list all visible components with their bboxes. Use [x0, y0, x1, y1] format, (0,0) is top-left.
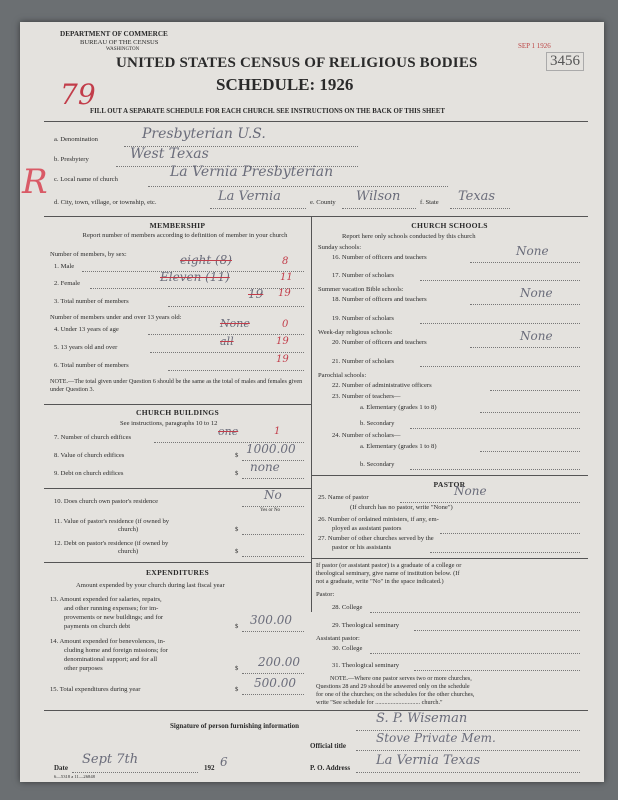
- q3-original-value: 19: [248, 287, 264, 301]
- q6-label: 6. Total number of members: [54, 362, 129, 369]
- q15-value[interactable]: 500.00: [254, 676, 296, 690]
- q26-label-cont: ployed as assistant pastors: [332, 525, 402, 532]
- assistant-pastor-label: Assistant pastor:: [316, 635, 360, 642]
- q16-value[interactable]: None: [516, 244, 549, 258]
- po-address-label: P. O. Address: [310, 764, 351, 772]
- weekday-schools-label: Week-day religious schools:: [318, 329, 393, 336]
- q3-label: 3. Total number of members: [54, 298, 129, 305]
- q15-label: 15. Total expenditures during year: [50, 686, 141, 693]
- q25-label: 25. Name of pastor: [318, 494, 369, 501]
- q18-value[interactable]: None: [520, 286, 553, 300]
- q23a-label: a. Elementary (grades 1 to 8): [360, 404, 437, 411]
- q11-label: 11. Value of pastor's residence (if owned by: [54, 518, 170, 525]
- q24b-label: b. Secondary: [360, 461, 395, 468]
- q9-value[interactable]: none: [250, 460, 280, 474]
- q27-label: 27. Number of other churches served by the: [318, 535, 434, 542]
- church-name-label: c. Local name of church: [54, 176, 118, 183]
- q21-label: 21. Number of scholars: [332, 358, 394, 365]
- pastor-section-title: PASTOR: [433, 480, 466, 489]
- q5-original-value: all: [220, 335, 234, 348]
- received-date-stamp: SEP 1 1926: [518, 42, 551, 50]
- q7-value[interactable]: 1: [274, 426, 281, 437]
- q1-label: 1. Male: [54, 263, 75, 270]
- official-title-label: Official title: [310, 742, 346, 750]
- q17-label: 17. Number of scholars: [332, 272, 394, 279]
- q24a-label: a. Elementary (grades 1 to 8): [360, 443, 437, 450]
- state-value[interactable]: Texas: [458, 189, 496, 204]
- date-value[interactable]: Sept 7th: [82, 752, 139, 767]
- official-title-value[interactable]: Stove Private Mem.: [376, 731, 496, 745]
- membership-intro: Report number of members according to definition of member in your church: [82, 232, 288, 239]
- side-r-mark: R: [22, 162, 48, 202]
- sunday-schools-label: Sunday schools:: [318, 244, 362, 251]
- year-value[interactable]: 6: [220, 755, 228, 769]
- county-label: e. County: [310, 199, 336, 206]
- schedule-title: SCHEDULE: 1926: [216, 75, 354, 94]
- q10-value[interactable]: No: [264, 488, 282, 502]
- q3-value[interactable]: 19: [278, 288, 291, 299]
- expenditures-intro: Amount expended by your church during last fiscal year: [76, 582, 225, 589]
- signature-value[interactable]: S. P. Wiseman: [376, 711, 468, 726]
- year-prefix: 192: [204, 764, 215, 772]
- q11-label-cont: church): [118, 526, 139, 533]
- form-title: UNITED STATES CENSUS OF RELIGIOUS BODIES: [116, 55, 478, 71]
- q9-label: 9. Debt on church edifices: [54, 470, 124, 477]
- q11-dollar-sign: $: [235, 526, 239, 533]
- q14-label-2: cluding home and foreign missions; for: [64, 647, 168, 654]
- q1-value[interactable]: 8: [282, 256, 289, 267]
- membership-section-title: MEMBERSHIP: [149, 221, 206, 230]
- q8-value[interactable]: 1000.00: [246, 442, 296, 456]
- q14-label-4: other purposes: [64, 665, 103, 672]
- graduate-instruction-1: If pastor (or assistant pastor) is a graduate of a college or: [316, 562, 462, 569]
- q13-label-2: and other running expenses; for im-: [64, 605, 159, 612]
- pastor-label: Pastor:: [316, 591, 335, 598]
- graduate-instruction-3: not a graduate, write "No" in the space indicated.): [316, 578, 444, 585]
- q2-original-value: Eleven (11): [160, 270, 230, 284]
- members-by-sex-label: Number of members, by sex:: [50, 251, 127, 258]
- q14-label-3: denominational support; and for all: [64, 656, 158, 663]
- presbytery-label: b. Presbytery: [54, 156, 89, 163]
- q26-label: 26. Number of ordained ministers, if any, em-: [318, 516, 439, 523]
- bureau-label: BUREAU OF THE CENSUS: [80, 39, 159, 46]
- q23b-label: b. Secondary: [360, 420, 395, 427]
- parochial-schools-label: Parochial schools:: [318, 372, 367, 379]
- q4-original-value: None: [220, 317, 250, 330]
- q13-dollar-sign: $: [235, 623, 239, 630]
- q20-label: 20. Number of officers and teachers: [332, 339, 427, 346]
- q1-original-value: eight (8): [180, 253, 232, 267]
- q13-label-4: payments on church debt: [64, 623, 131, 630]
- city-town-label: d. City, town, village, or township, etc.: [54, 199, 157, 206]
- yes-no-hint: Yes or No: [260, 508, 281, 513]
- city-label: WASHINGTON: [106, 47, 140, 52]
- q27-label-cont: pastor or his assistants: [332, 544, 392, 551]
- po-address-value[interactable]: La Vernia Texas: [376, 753, 481, 768]
- pastor-note-2: Questions 28 and 29 should be answered only on the schedule: [316, 683, 470, 690]
- membership-note: NOTE.—The total given under Question 6 should be the same as the total of males and females given under Question 3.: [50, 378, 303, 393]
- q12-label-cont: church): [118, 548, 139, 555]
- form-print-number: 6—5318 a 11—26848: [54, 774, 95, 779]
- q2-label: 2. Female: [54, 280, 81, 287]
- q14-value[interactable]: 200.00: [258, 655, 300, 669]
- graduate-instruction-2: theological seminary, give name of institution below. (If: [316, 570, 460, 577]
- q29-label: 29. Theological seminary: [332, 622, 400, 629]
- q28-label: 28. College: [332, 604, 363, 611]
- form-number-stamp: 3456: [546, 52, 584, 71]
- q20-value[interactable]: None: [520, 329, 553, 343]
- county-value[interactable]: Wilson: [356, 189, 401, 204]
- buildings-intro: See instructions, paragraphs 10 to 12: [120, 420, 218, 427]
- census-schedule-form: [20, 22, 604, 782]
- q15-dollar-sign: $: [235, 686, 239, 693]
- q5-label: 5. 13 years old and over: [54, 344, 118, 351]
- red-number-mark: 79: [60, 78, 96, 111]
- q9-dollar-sign: $: [235, 470, 239, 477]
- q31-label: 31. Theological seminary: [332, 662, 400, 669]
- church-name-value[interactable]: La Vernia Presbyterian: [170, 164, 334, 180]
- expenditures-section-title: EXPENDITURES: [145, 568, 210, 577]
- q6-value[interactable]: 19: [276, 354, 289, 365]
- schools-section-title: CHURCH SCHOOLS: [411, 221, 488, 230]
- buildings-section-title: CHURCH BUILDINGS: [135, 408, 220, 417]
- q7-label: 7. Number of church edifices: [54, 434, 132, 441]
- city-town-value[interactable]: La Vernia: [218, 189, 281, 204]
- signature-label: Signature of person furnishing information: [170, 722, 299, 730]
- q5-value[interactable]: 19: [276, 336, 289, 347]
- q12-label: 12. Debt on pastor's residence (if owned by: [54, 540, 169, 547]
- denomination-label: a. Denomination: [54, 136, 98, 143]
- q2-value[interactable]: 11: [280, 272, 293, 283]
- q16-label: 16. Number of officers and teachers: [332, 254, 427, 261]
- state-label: f. State: [420, 199, 439, 206]
- q30-label: 30. College: [332, 645, 363, 652]
- q13-value[interactable]: 300.00: [250, 613, 292, 627]
- q7-original-value: one: [218, 425, 239, 438]
- q18-label: 18. Number of officers and teachers: [332, 296, 427, 303]
- instruction-line: FILL OUT A SEPARATE SCHEDULE FOR EACH CHURCH. SEE INSTRUCTIONS ON THE BACK OF THIS SHEET: [90, 108, 445, 115]
- q22-label: 22. Number of administrative officers: [332, 382, 432, 389]
- q4-label: 4. Under 13 years of age: [54, 326, 119, 333]
- q25-note: (If church has no pastor, write "None"): [350, 504, 453, 511]
- q10-label: 10. Does church own pastor's residence: [54, 498, 159, 505]
- q13-label-3: provements or new buildings; and for: [64, 614, 164, 621]
- denomination-value[interactable]: Presbyterian U.S.: [142, 126, 266, 142]
- q24-label: 24. Number of scholars—: [332, 432, 401, 439]
- date-label: Date: [54, 764, 68, 772]
- pastor-note-3: for one of the churches; on the schedules for the other churches,: [316, 691, 475, 698]
- pastor-note-1: NOTE.—Where one pastor serves two or more churches,: [330, 675, 472, 682]
- summer-schools-label: Summer vacation Bible schools:: [318, 286, 404, 293]
- q14-dollar-sign: $: [235, 665, 239, 672]
- q19-label: 19. Number of scholars: [332, 315, 394, 322]
- schools-intro: Report here only schools conducted by this church: [342, 233, 476, 240]
- pastor-note-4: write "See schedule for ............................. church.": [316, 699, 443, 706]
- q23-label: 23. Number of teachers—: [332, 393, 401, 400]
- department-label: DEPARTMENT OF COMMERCE: [60, 30, 168, 38]
- presbytery-value[interactable]: West Texas: [130, 146, 209, 162]
- q8-label: 8. Value of church edifices: [54, 452, 125, 459]
- q13-label: 13. Amount expended for salaries, repairs,: [50, 596, 162, 603]
- q4-value[interactable]: 0: [282, 319, 289, 330]
- q14-label: 14. Amount expended for benevolences, in-: [50, 638, 166, 645]
- q8-dollar-sign: $: [235, 452, 239, 459]
- members-by-age-label: Number of members under and over 13 years old:: [50, 314, 182, 321]
- q12-dollar-sign: $: [235, 548, 239, 555]
- q25-value[interactable]: None: [454, 484, 487, 498]
